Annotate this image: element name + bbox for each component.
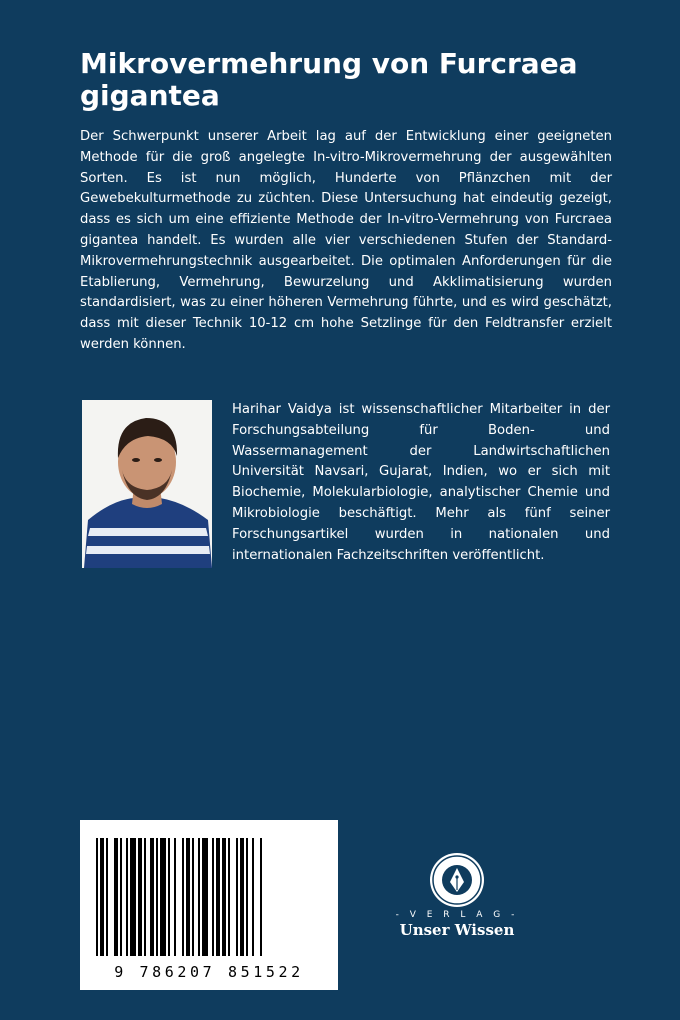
book-title: Mikrovermehrung von Furcraea gigantea xyxy=(80,47,578,112)
barcode-bar xyxy=(114,838,118,956)
pen-nib-emblem-icon xyxy=(429,852,485,908)
barcode-bar xyxy=(252,838,254,956)
barcode-bar xyxy=(260,838,262,956)
barcode-bar xyxy=(222,838,226,956)
barcode-bar xyxy=(106,838,108,956)
author-portrait-icon xyxy=(82,400,212,568)
barcode-bars-icon xyxy=(80,820,338,960)
barcode-bar xyxy=(198,838,200,956)
barcode-bar xyxy=(240,838,244,956)
publisher-verlag-label: - V E R L A G - xyxy=(395,910,519,920)
barcode-bar xyxy=(182,838,184,956)
barcode-bar xyxy=(120,838,122,956)
barcode-bar xyxy=(202,838,208,956)
publisher-name: Unser Wissen xyxy=(399,921,515,939)
barcode-bar xyxy=(144,838,146,956)
barcode-bar xyxy=(246,838,248,956)
barcode-bar xyxy=(192,838,194,956)
barcode-bar xyxy=(138,838,142,956)
barcode-bar xyxy=(150,838,154,956)
barcode-bar xyxy=(228,838,230,956)
barcode-bar xyxy=(168,838,170,956)
publisher-logo xyxy=(384,852,530,952)
barcode-bar xyxy=(96,838,98,956)
isbn-barcode xyxy=(80,820,338,990)
barcode-bar xyxy=(212,838,214,956)
barcode-bar xyxy=(216,838,220,956)
isbn-digits: 9 786207 851522 xyxy=(114,963,304,981)
author-photo xyxy=(82,400,212,568)
barcode-bar xyxy=(156,838,158,956)
barcode-bar xyxy=(130,838,136,956)
book-blurb: Der Schwerpunkt unserer Arbeit lag auf der Entwicklung einer geeigneten Methode für die groß angelegte In-vitro-Mikrovermehrung der ausgewählten Sorten. Es ist nun möglich, Hunderte von Pflänzchen mit der Gewebekulturmethode zu züchten. Diese Untersuchung hat eindeutig gezeigt, dass es sich um eine effiziente Methode der In-vitro-Vermehrung von Furcraea gigantea handelt. Es wurden alle vier verschiedenen Stufen der Standard-Mikrovermehrungstechnik ausgearbeitet. Die optimalen Anforderungen für die Etablierung, Vermehrung, Bewurzelung und Akklimatisierung wurden standardisiert, was zu einer höheren Vermehrung führte, und es wird geschätzt, dass mit dieser Technik 10-12 cm hohe Setzlinge für den Feldtransfer erzielt werden können. xyxy=(80,129,612,352)
barcode-bar xyxy=(100,838,104,956)
author-bio: Harihar Vaidya ist wissenschaftlicher Mitarbeiter in der Forschungsabteilung für Boden- und Wassermanagement der Landwirtschaftlichen Universität Navsari, Gujarat, Indien, wo er sich mit Biochemie, Molekularbiologie, analytischer Chemie und Mikrobiologie beschäftigt. Mehr als fünf seiner Forschungsartikel wurden in nationalen und internationalen Fachzeitschriften veröffentlicht. xyxy=(232,402,610,563)
barcode-bar xyxy=(236,838,238,956)
barcode-bar xyxy=(186,838,190,956)
barcode-bar xyxy=(160,838,166,956)
barcode-bar xyxy=(126,838,128,956)
barcode-bar xyxy=(174,838,176,956)
